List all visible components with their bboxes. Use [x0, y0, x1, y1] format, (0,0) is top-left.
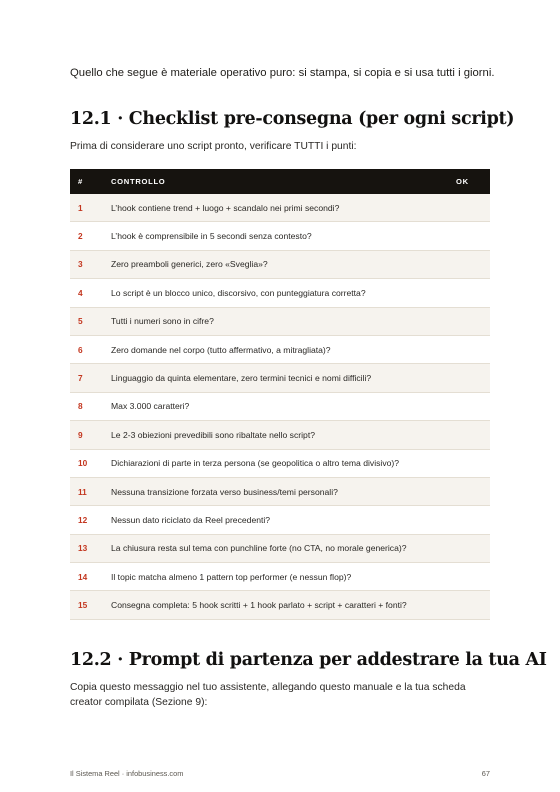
- row-number: 13: [78, 543, 88, 554]
- section-title-prompt: 12.2 · Prompt di partenza per addestrare la tua AI: [70, 650, 547, 670]
- table-row: [70, 251, 490, 279]
- page-number: 67: [481, 769, 490, 778]
- table-row: [70, 364, 490, 392]
- table-row: [70, 393, 490, 421]
- table-row: [70, 336, 490, 364]
- table-row: [70, 506, 490, 534]
- row-number: 11: [78, 486, 87, 497]
- row-control-text: Lo script è un blocco unico, discorsivo, con punteggiatura corretta?: [111, 287, 366, 298]
- row-number: 3: [78, 259, 83, 270]
- row-control-text: La chiusura resta sul tema con punchline forte (no CTA, no morale generica)?: [111, 543, 407, 554]
- row-control-text: Max 3.000 caratteri?: [111, 401, 190, 412]
- row-control-text: Zero domande nel corpo (tutto affermativo, a mitragliata)?: [111, 344, 331, 355]
- table-row: [70, 308, 490, 336]
- table-row: [70, 222, 490, 250]
- row-control-text: Zero preamboli generici, zero «Sveglia»?: [111, 259, 268, 270]
- section-lead-prompt: Copia questo messaggio nel tuo assistente, allegando questo manuale e la tua scheda creator compilata (Sezione 9):: [70, 682, 466, 708]
- row-number: 2: [78, 231, 83, 242]
- row-number: 5: [78, 316, 83, 327]
- checklist-table: [70, 169, 490, 620]
- row-control-text: Nessuna transizione forzata verso business/temi personali?: [111, 486, 338, 497]
- header-ok: OK: [456, 177, 469, 186]
- intro-paragraph: Quello che segue è materiale operativo puro: si stampa, si copia e si usa tutti i giorni.: [70, 67, 495, 79]
- row-control-text: L’hook contiene trend + luogo + scandalo nei primi secondi?: [111, 202, 340, 213]
- row-control-text: Nessun dato riciclato da Reel precedenti?: [111, 514, 271, 525]
- row-control-text: Consegna completa: 5 hook scritti + 1 hook parlato + script + caratteri + fonti?: [111, 600, 407, 611]
- row-control-text: Le 2-3 obiezioni prevedibili sono ribaltate nello script?: [111, 429, 315, 440]
- row-control-text: Dichiarazioni di parte in terza persona (se geopolitica o altro tema divisivo)?: [111, 458, 400, 469]
- section-lead-checklist: Prima di considerare uno script pronto, verificare TUTTI i punti:: [70, 141, 357, 152]
- table-row: [70, 591, 490, 619]
- table-row: [70, 478, 490, 506]
- row-control-text: Tutti i numeri sono in cifre?: [111, 316, 214, 327]
- row-control-text: Il topic matcha almeno 1 pattern top performer (e nessun flop)?: [111, 571, 352, 582]
- row-number: 7: [78, 373, 83, 384]
- checklist-table-header: [70, 169, 490, 194]
- row-number: 10: [78, 458, 88, 469]
- row-control-text: Linguaggio da quinta elementare, zero termini tecnici e nomi difficili?: [111, 373, 372, 384]
- table-row: [70, 279, 490, 307]
- table-row: [70, 535, 490, 563]
- row-number: 9: [78, 429, 83, 440]
- table-row: [70, 450, 490, 478]
- row-number: 15: [78, 600, 88, 611]
- table-row: [70, 563, 490, 591]
- table-row: [70, 194, 490, 222]
- section-title-checklist: 12.1 · Checklist pre-consegna (per ogni script): [70, 109, 515, 129]
- row-number: 8: [78, 401, 83, 412]
- row-number: 14: [78, 571, 88, 582]
- footer-source: Il Sistema Reel · infobusiness.com: [70, 769, 184, 778]
- row-number: 4: [78, 287, 83, 298]
- header-number: #: [78, 177, 83, 186]
- row-control-text: L’hook è comprensibile in 5 secondi senza contesto?: [111, 231, 312, 242]
- row-number: 12: [78, 514, 88, 525]
- table-row: [70, 421, 490, 449]
- header-control: CONTROLLO: [111, 177, 166, 186]
- row-number: 1: [78, 202, 83, 213]
- row-number: 6: [78, 344, 83, 355]
